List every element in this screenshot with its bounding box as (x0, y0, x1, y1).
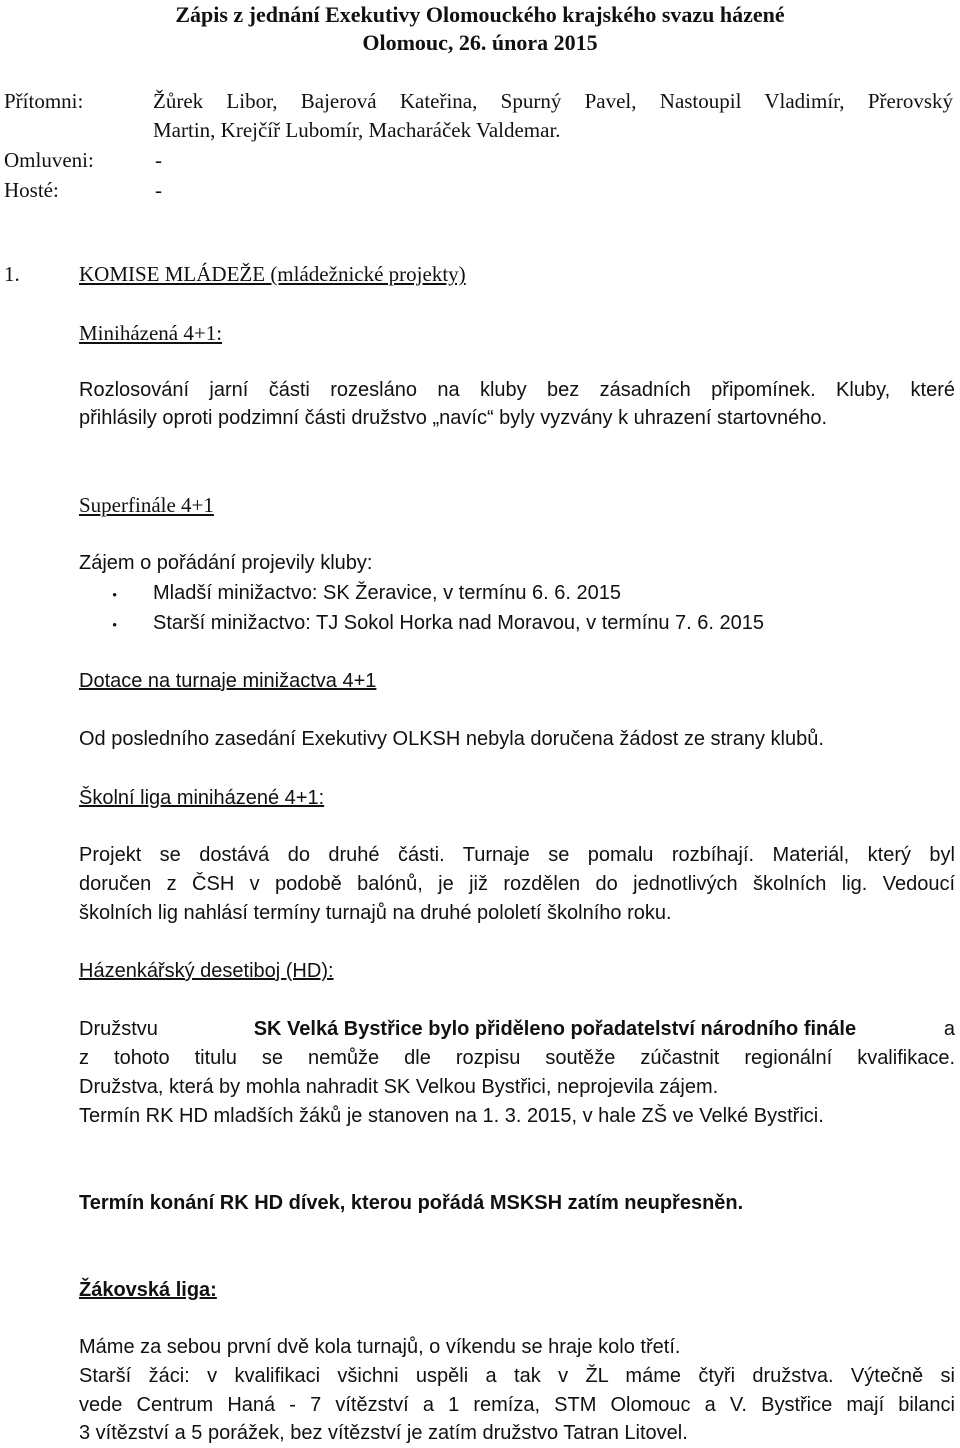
minihazena-text-line1: Rozlosování jarní části rozesláno na kluby bez zásadních připomínek. Kluby, které (79, 379, 955, 401)
guests-label: Hosté: (4, 178, 59, 202)
desetiboj-text-line2: z tohoto titulu se nemůže dle rozpisu soutěže zúčastnit regionální kvalifikace. (79, 1047, 955, 1069)
minihazena-heading: Miniházená 4+1: (79, 321, 223, 345)
minihazena-text-line2: přihlásily oproti podzimní části družstvo „navíc“ byly vyzvány k uhrazení startovného. (79, 407, 828, 429)
excused-value: - (155, 148, 162, 172)
bullet-icon: • (112, 618, 118, 634)
superfinale-item: Starší minižactvo: TJ Sokol Horka nad Moravou, v termínu 7. 6. 2015 (153, 612, 765, 634)
desetiboj-text-line3: Družstva, která by mohla nahradit SK Velkou Bystřici, neprojevila zájem. (79, 1076, 719, 1098)
superfinale-intro: Zájem o pořádání projevily kluby: (79, 552, 373, 574)
guests-value: - (155, 178, 162, 202)
dotace-text: Od posledního zasedání Exekutivy OLKSH nebyla doručena žádost ze strany klubů. (79, 728, 824, 750)
section-heading: KOMISE MLÁDEŽE (mládežnické projekty) (79, 262, 466, 286)
desetiboj-text-line1 (79, 1016, 955, 1042)
skolni-liga-text-line1: Projekt se dostává do druhé části. Turnaje se pomalu rozbíhají. Materiál, který byl (79, 844, 955, 866)
zakovska-liga-text-line1: Máme za sebou první dvě kola turnajů, o víkendu se hraje kolo třetí. (79, 1336, 681, 1358)
zakovska-liga-text-line3: vede Centrum Haná - 7 vítězství a 1 remíza, STM Olomouc a V. Bystřice mají bilanci (79, 1394, 955, 1416)
document-date: Olomouc, 26. února 2015 (362, 30, 598, 55)
document-title: Zápis z jednání Exekutivy Olomouckého krajského svazu házené (175, 2, 785, 27)
zakovska-liga-text-line2: Starší žáci: v kvalifikaci všichni uspěli a tak v ŽL máme čtyři družstva. Výtečně si (79, 1365, 955, 1387)
bullet-icon: • (112, 588, 118, 604)
zakovska-liga-text-line4: 3 vítězství a 5 porážek, bez vítězství je zatím družstvo Tatran Litovel. (79, 1422, 688, 1444)
dotace-heading: Dotace na turnaje minižactva 4+1 (79, 670, 377, 692)
present-names-line2: Martin, Krejčíř Lubomír, Macharáček Valdemar. (153, 118, 561, 142)
section-number: 1. (4, 262, 20, 286)
desetiboj-text-line4: Termín RK HD mladších žáků je stanoven na 1. 3. 2015, v hale ZŠ ve Velké Bystřici. (79, 1105, 824, 1127)
skolni-liga-heading: Školní liga miniházené 4+1: (79, 787, 325, 809)
superfinale-item: Mladší minižactvo: SK Žeravice, v termínu 6. 6. 2015 (153, 582, 621, 604)
zakovska-liga-heading: Žákovská liga: (79, 1279, 217, 1301)
present-names-line1: Žůrek Libor, Bajerová Kateřina, Spurný Pavel, Nastoupil Vladimír, Přerovský (153, 89, 953, 113)
desetiboj-note: Termín konání RK HD dívek, kterou pořádá MSKSH zatím neupřesněn. (79, 1192, 744, 1214)
present-label: Přítomni: (4, 89, 84, 113)
skolni-liga-text-line2: doručen z ČSH v podobě balónů, je již rozdělen do jednotlivých školních lig. Vedoucí (79, 873, 955, 895)
desetiboj-text-bold: SK Velká Bystřice bylo přiděleno pořadatelství národního finále (253, 1018, 857, 1040)
superfinale-heading: Superfinále 4+1 (79, 493, 214, 517)
excused-label: Omluveni: (4, 148, 94, 172)
desetiboj-text-post: a (943, 1018, 955, 1040)
skolni-liga-text-line3: školních lig nahlásí termíny turnajů na druhé pololetí školního roku. (79, 902, 672, 924)
desetiboj-text-pre: Družstvu (79, 1018, 158, 1040)
desetiboj-heading: Házenkářský desetiboj (HD): (79, 960, 334, 982)
